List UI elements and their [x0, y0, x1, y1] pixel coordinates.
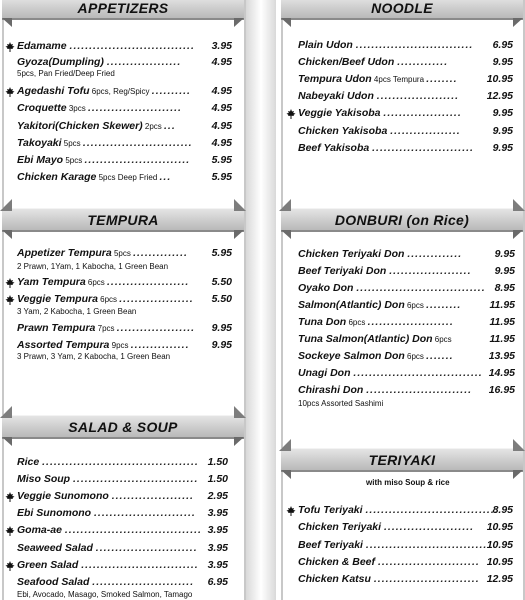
item-name: Rice — [17, 456, 40, 468]
tempura-title: TEMPURA — [87, 212, 159, 228]
dot-leader: ........................................ — [42, 456, 199, 468]
item-name: Chicken Katsu — [298, 573, 371, 585]
menu-item — [298, 367, 483, 379]
teriyaki-title: TERIYAKI — [368, 452, 436, 468]
item-name: Edamame — [17, 40, 67, 52]
item-name: Oyako Don — [298, 282, 354, 294]
menu-item — [298, 384, 472, 396]
item-name: Tuna Don — [298, 316, 347, 328]
item-price: 11.95 — [489, 299, 515, 311]
item-price: 9.95 — [494, 248, 515, 260]
item-price: 5.50 — [211, 276, 232, 288]
dot-leader: ................................. — [353, 367, 483, 379]
item-note: 5pcs Deep Fried — [96, 173, 160, 182]
dot-leader: ...................... — [367, 316, 454, 328]
noodle-title: NOODLE — [371, 0, 433, 16]
item-price: 9.95 — [211, 322, 232, 334]
item-name: Veggie Tempura — [17, 293, 98, 305]
maple-leaf-icon — [5, 561, 15, 571]
dot-leader: .................... — [116, 322, 196, 334]
item-name: Beef Yakisoba — [298, 142, 370, 154]
item-note: 9pcs — [109, 341, 131, 350]
item-price: 1.50 — [207, 473, 228, 485]
noodle-banner — [281, 0, 523, 20]
dot-leader: ....... — [426, 350, 454, 362]
item-price: 4.95 — [211, 137, 232, 149]
menu-item — [298, 125, 461, 137]
menu-item — [298, 521, 474, 533]
item-name: Prawn Tempura — [17, 322, 96, 334]
menu-item — [298, 248, 462, 260]
item-note: 5pcs — [111, 249, 134, 258]
item-name: Beef Teriyaki — [298, 539, 363, 551]
seafood-salad-note: Ebi, Avocado, Masago, Smoked Salmon, Tamago — [17, 590, 193, 599]
item-price: 9.95 — [211, 339, 232, 351]
menu-item — [17, 473, 198, 485]
item-name: Tempura Udon — [298, 73, 372, 85]
menu-item — [17, 40, 195, 52]
menu-item — [298, 316, 454, 328]
item-note: 5pcs — [61, 139, 83, 148]
dot-leader: ........................... — [373, 573, 480, 585]
menu-item — [298, 265, 472, 277]
item-note: 6pcs — [432, 335, 452, 344]
dot-leader: ............................ — [82, 137, 193, 149]
item-name: Beef Teriyaki Don — [298, 265, 387, 277]
item-name: Tuna Salmon(Atlantic) Don — [298, 333, 433, 345]
item-price: 11.95 — [489, 333, 515, 345]
item-price: 6.95 — [207, 576, 228, 588]
menu-item — [298, 56, 448, 68]
item-name: Takoyaki — [17, 137, 62, 149]
item-price: 9.95 — [492, 107, 513, 119]
item-name: Unagi Don — [298, 367, 351, 379]
dot-leader: .................... — [383, 107, 462, 119]
item-price: 4.95 — [211, 120, 232, 132]
item-name: Agedashi Tofu — [17, 85, 90, 97]
menu-item — [298, 573, 480, 585]
item-note: 7pcs — [95, 324, 117, 333]
item-price: 9.95 — [492, 142, 513, 154]
menu-item — [17, 339, 190, 351]
menu-item — [298, 350, 454, 362]
item-name: Green Salad — [17, 559, 79, 571]
menu-item — [298, 90, 459, 102]
item-price: 8.95 — [494, 282, 515, 294]
item-name: Seafood Salad — [17, 576, 90, 588]
dot-leader: ......... — [426, 299, 462, 311]
teriyaki-subtitle: with miso Soup & rice — [366, 478, 450, 487]
dot-leader: .............. — [407, 248, 463, 260]
item-name: Chirashi Don — [298, 384, 364, 396]
menu-item — [17, 120, 176, 132]
maple-leaf-icon — [5, 278, 15, 288]
maple-leaf-icon — [286, 109, 296, 119]
item-name: Chicken/Beef Udon — [298, 56, 395, 68]
dot-leader: ..................... — [111, 490, 194, 502]
menu-item — [298, 142, 474, 154]
item-name: Plain Udon — [298, 39, 353, 51]
item-price: 1.50 — [207, 456, 228, 468]
dot-leader: ..................... — [389, 265, 472, 277]
item-price: 11.95 — [489, 316, 515, 328]
item-name: Ebi Sunomono — [17, 507, 92, 519]
item-price: 4.95 — [211, 102, 232, 114]
dot-leader: ................... — [106, 56, 182, 68]
menu-item — [17, 490, 194, 502]
dot-leader: .......................... — [95, 542, 198, 554]
assorted-tempura-note: 3 Prawn, 3 Yam, 2 Kabocha, 1 Green Bean — [17, 352, 171, 361]
maple-leaf-icon — [5, 42, 15, 52]
item-note: 2pcs — [142, 122, 165, 131]
item-name: Veggie Yakisoba — [298, 107, 381, 119]
dot-leader: .......................... — [377, 556, 480, 568]
item-price: 10.95 — [486, 521, 513, 533]
salad-soup-title: SALAD & SOUP — [68, 419, 178, 435]
appetizers-banner — [2, 0, 244, 20]
menu-item — [298, 539, 487, 551]
item-note: 5pcs — [63, 156, 85, 165]
dot-leader: ... — [159, 171, 172, 183]
menu-item — [17, 542, 198, 554]
chirashi-note: 10pcs Assorted Sashimi — [298, 399, 384, 408]
menu-item — [17, 507, 196, 519]
menu-item — [17, 322, 195, 334]
salad-soup-banner — [2, 415, 244, 439]
tempura-banner — [2, 208, 244, 232]
maple-leaf-icon — [5, 526, 15, 536]
dot-leader: ........................... — [366, 384, 473, 396]
menu-item — [17, 102, 182, 114]
maple-leaf-icon — [5, 295, 15, 305]
dot-leader: ........................ — [87, 102, 182, 114]
item-name: Yakitori(Chicken Skewer) — [17, 120, 143, 132]
item-note: 6pcs — [404, 301, 427, 310]
menu-item — [17, 154, 190, 166]
item-name: Salmon(Atlantic) Don — [298, 299, 405, 311]
item-price: 12.95 — [486, 573, 513, 585]
veggie-tempura-note: 3 Yam, 2 Kabocha, 1 Green Bean — [17, 307, 137, 316]
dot-leader: ................................. — [356, 282, 486, 294]
item-name: Tofu Teriyaki — [298, 504, 363, 516]
donburi-banner — [281, 208, 523, 232]
maple-leaf-icon — [5, 87, 15, 97]
item-note: 6pcs — [97, 295, 120, 304]
item-note: 4pcs Tempura — [371, 75, 427, 84]
menu-item — [298, 333, 452, 345]
dot-leader: ................................ — [73, 473, 199, 485]
menu-item — [298, 39, 473, 51]
item-price: 3.95 — [207, 542, 228, 554]
menu-item — [298, 556, 480, 568]
dot-leader: .......................... — [94, 507, 196, 519]
menu-item — [298, 299, 461, 311]
item-name: Ebi Mayo — [17, 154, 64, 166]
item-price: 4.95 — [211, 85, 232, 97]
item-price: 5.50 — [211, 293, 232, 305]
item-price: 14.95 — [488, 367, 515, 379]
dot-leader: ............................... — [365, 539, 488, 551]
teriyaki-banner — [281, 448, 523, 472]
item-name: Veggie Sunomono — [17, 490, 109, 502]
menu-item — [298, 504, 499, 516]
dot-leader: .................................. — [365, 504, 499, 516]
item-name: Yam Tempura — [17, 276, 86, 288]
item-price: 13.95 — [488, 350, 515, 362]
menu-item — [17, 247, 188, 259]
item-price: 5.95 — [211, 171, 232, 183]
item-note: 6pcs — [404, 352, 427, 361]
item-note: 6pcs — [85, 278, 108, 287]
gyoza-note: 5pcs, Pan Fried/Deep Fried — [17, 69, 115, 78]
item-name: Chicken Yakisoba — [298, 125, 388, 137]
dot-leader: ................................... — [64, 524, 202, 536]
item-price: 10.95 — [486, 73, 513, 85]
menu-item — [298, 282, 486, 294]
item-note: 6pcs — [346, 318, 368, 327]
dot-leader: .............................. — [355, 39, 474, 51]
item-name: Croquette — [17, 102, 67, 114]
item-price: 2.95 — [207, 490, 228, 502]
dot-leader: .......... — [151, 85, 191, 97]
column-divider — [246, 0, 276, 600]
dot-leader: ... — [164, 120, 176, 132]
item-price: 9.95 — [492, 125, 513, 137]
item-price: 12.95 — [486, 90, 513, 102]
item-price: 16.95 — [488, 384, 515, 396]
menu-item — [17, 524, 202, 536]
dot-leader: ........ — [426, 73, 458, 85]
item-name: Goma-ae — [17, 524, 62, 536]
dot-leader: ............. — [397, 56, 449, 68]
dot-leader: ....................... — [384, 521, 475, 533]
dot-leader: .......................... — [92, 576, 195, 588]
item-name: Nabeyaki Udon — [298, 90, 374, 102]
item-price: 5.95 — [211, 247, 232, 259]
menu-item — [298, 73, 458, 85]
item-price: 4.95 — [211, 56, 232, 68]
menu-item — [17, 276, 189, 288]
menu-item — [17, 293, 194, 305]
item-price: 3.95 — [207, 524, 228, 536]
item-price: 9.95 — [494, 265, 515, 277]
item-name: Sockeye Salmon Don — [298, 350, 405, 362]
dot-leader: ................................ — [69, 40, 195, 52]
donburi-title: DONBURI (on Rice) — [334, 212, 470, 228]
dot-leader: ........................... — [84, 154, 191, 166]
item-price: 3.95 — [211, 40, 232, 52]
item-price: 9.95 — [492, 56, 513, 68]
menu-item — [298, 107, 462, 119]
item-name: Chicken Teriyaki — [298, 521, 382, 533]
maple-leaf-icon — [5, 492, 15, 502]
item-name: Chicken Karage — [17, 171, 97, 183]
item-name: Chicken Teriyaki Don — [298, 248, 405, 260]
dot-leader: ............... — [130, 339, 190, 351]
menu-item — [17, 456, 199, 468]
item-price: 3.95 — [207, 559, 228, 571]
appetizers-title: APPETIZERS — [77, 0, 169, 16]
item-price: 10.95 — [486, 539, 513, 551]
item-name: Appetizer Tempura — [17, 247, 112, 259]
menu-item — [17, 559, 199, 571]
dot-leader: .............. — [133, 247, 188, 259]
item-price: 10.95 — [486, 556, 513, 568]
menu-item — [17, 171, 171, 183]
item-note: 3pcs — [66, 104, 88, 113]
item-price: 6.95 — [492, 39, 513, 51]
appetizer-tempura-note: 2 Prawn, 1Yam, 1 Kabocha, 1 Green Bean — [17, 262, 169, 271]
item-name: Chicken & Beef — [298, 556, 376, 568]
item-price: 3.95 — [207, 507, 228, 519]
item-name: Assorted Tempura — [17, 339, 110, 351]
dot-leader: .................. — [390, 125, 461, 137]
maple-leaf-icon — [286, 506, 296, 516]
item-name: Gyoza(Dumpling) — [17, 56, 104, 68]
item-name: Miso Soup — [17, 473, 71, 485]
menu-item — [17, 85, 191, 97]
menu-item — [17, 56, 181, 68]
menu-item — [17, 576, 194, 588]
dot-leader: ................... — [119, 293, 194, 305]
item-price: 8.95 — [492, 504, 513, 516]
dot-leader: .......................... — [372, 142, 474, 154]
item-price: 5.95 — [211, 154, 232, 166]
item-note: 6pcs, Reg/Spicy — [89, 87, 152, 96]
dot-leader: .............................. — [81, 559, 199, 571]
item-name: Seaweed Salad — [17, 542, 93, 554]
dot-leader: ..................... — [376, 90, 460, 102]
menu-item — [17, 137, 193, 149]
dot-leader: ..................... — [107, 276, 190, 288]
